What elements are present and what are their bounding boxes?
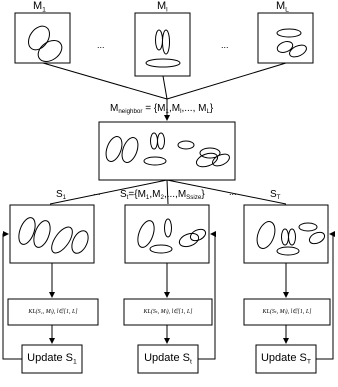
update-label-t: Update $S_t$: [144, 352, 192, 366]
ellipsis-top-left: ...: [97, 40, 105, 50]
neighbor-box: [99, 122, 235, 180]
student-box-t: [125, 205, 209, 263]
ellipsis-top-right: ...: [221, 40, 229, 50]
student-box-1: [10, 205, 94, 263]
model-label-l: $M_l$: [157, 0, 168, 14]
kl-label-t: KL(Sₜ, Mₗ), l∈[1, L]: [143, 309, 193, 315]
update-label-T: Update $S_T$: [260, 352, 312, 366]
model-box-1: [15, 13, 70, 66]
model-box-l: [135, 13, 190, 76]
kl-label-1: KL(S₁, Mₗ), l∈[1, L]: [28, 309, 78, 315]
student-label-t: $S_t=\{M_1,M_2,...,M_{Ssize}\}$: [120, 189, 205, 202]
student-label-1: $S_1$: [56, 189, 67, 202]
ellipsis-mid-left: ...: [93, 187, 101, 197]
kl-label-T: KL(Sₜ, Mₗ), l∈[1, L]: [262, 309, 312, 315]
model-box-L: [258, 13, 313, 63]
ellipsis-mid-right: ...: [229, 187, 237, 197]
student-label-T: $S_T$: [270, 189, 281, 202]
model-label-L: $M_L$: [276, 0, 289, 14]
model-label-1: $M_1$: [33, 0, 46, 14]
update-label-1: Update $S_1$: [27, 352, 77, 366]
neighbor-label: $M_{neighbor} = \{M_1,M_l$,..., $M_L$}: [110, 103, 214, 116]
student-box-T: [244, 205, 328, 263]
